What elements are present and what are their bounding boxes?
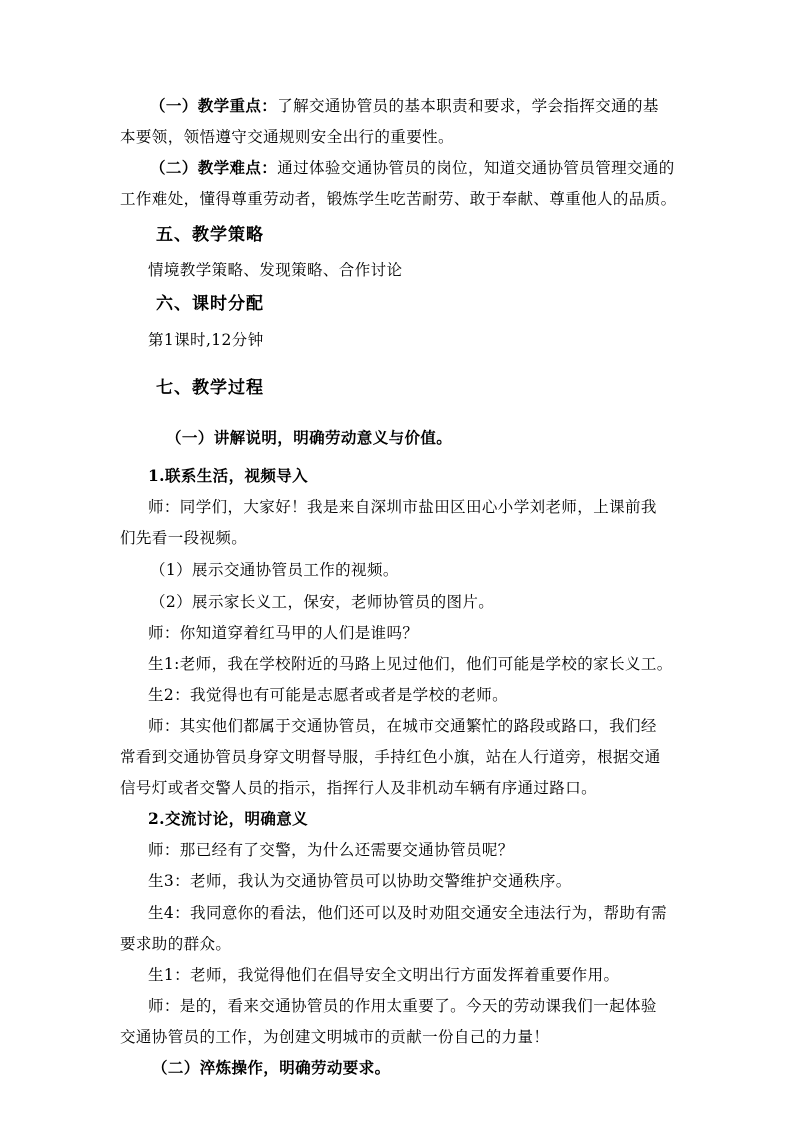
section5-heading: 五、教学策略 bbox=[156, 225, 264, 245]
step2-line: 师：那已经有了交警，为什么还需要交通协管员呢？ bbox=[148, 841, 514, 859]
step1-line: 信号灯或者交警人员的指示，指挥行人及非机动车辆有序通过路口。 bbox=[120, 779, 598, 797]
difficulty-text-line1: 通过体验交通协管员的岗位，知道交通协管员管理交通的 bbox=[277, 159, 675, 177]
section5-body: 情境教学策略、发现策略、合作讨论 bbox=[148, 261, 403, 279]
step2-line: 生3：老师，我认为交通协管员可以协助交警维护交通秩序。 bbox=[148, 872, 572, 890]
step1-line: 师：同学们，大家好！我是来自深圳市盐田区田心小学刘老师，上课前我 bbox=[148, 498, 657, 516]
step1-line: 师：其实他们都属于交通协管员，在城市交通繁忙的路段或路口，我们经 bbox=[148, 717, 657, 735]
step2-line: 生4：我同意你的看法，他们还可以及时劝阻交通安全违法行为，帮助有需 bbox=[148, 904, 668, 922]
step2-line: 师：是的，看来交通协管员的作用太重要了。今天的劳动课我们一起体验 bbox=[148, 997, 657, 1015]
section7-heading: 七、教学过程 bbox=[156, 378, 264, 398]
step1-line: 常看到交通协管员身穿文明督导服，手持红色小旗，站在人行道旁，根据交通 bbox=[120, 748, 661, 766]
step1-line: （2）展示家长义工，保安，老师协管员的图片。 bbox=[150, 593, 495, 611]
step1-line: 师：你知道穿着红马甲的人们是谁吗？ bbox=[148, 624, 419, 642]
difficulty-text-line2: 工作难处，懂得尊重劳动者，锻炼学生吃苦耐劳、敢于奉献、尊重他人的品质。 bbox=[120, 190, 677, 208]
focus-text-line2: 本要领，领悟遵守交通规则安全出行的重要性。 bbox=[120, 128, 454, 146]
part2-title: （二）淬炼操作，明确劳动要求。 bbox=[152, 1058, 391, 1077]
step2-title: 2.交流讨论，明确意义 bbox=[148, 809, 309, 828]
step2-line: 生1：老师，我觉得他们在倡导安全文明出行方面发挥着重要作用。 bbox=[148, 966, 620, 984]
section6-body: 第1课时,12分钟 bbox=[148, 331, 264, 349]
step1-line: （1）展示交通协管员工作的视频。 bbox=[150, 561, 399, 579]
focus-label: （一）教学重点： bbox=[150, 96, 278, 115]
focus-paragraph-line1 bbox=[150, 96, 659, 116]
step1-title: 1.联系生活，视频导入 bbox=[148, 466, 309, 485]
step1-line: 们先看一段视频。 bbox=[120, 529, 248, 547]
section6-heading: 六、课时分配 bbox=[156, 294, 264, 314]
step2-line: 要求助的群众。 bbox=[120, 935, 232, 953]
step1-line: 生1:老师，我在学校附近的马路上见过他们，他们可能是学校的家长义工。 bbox=[148, 655, 673, 673]
step1-line: 生2：我觉得也有可能是志愿者或者是学校的老师。 bbox=[148, 686, 509, 704]
step2-line: 交通协管员的工作，为创建文明城市的贡献一份自己的力量！ bbox=[120, 1028, 550, 1046]
difficulty-paragraph-line1 bbox=[150, 158, 675, 178]
difficulty-label: （二）教学难点： bbox=[150, 158, 278, 177]
part1-title: （一）讲解说明，明确劳动意义与价值。 bbox=[166, 428, 453, 447]
focus-text-line1: 了解交通协管员的基本职责和要求，学会指挥交通的基 bbox=[277, 97, 659, 115]
